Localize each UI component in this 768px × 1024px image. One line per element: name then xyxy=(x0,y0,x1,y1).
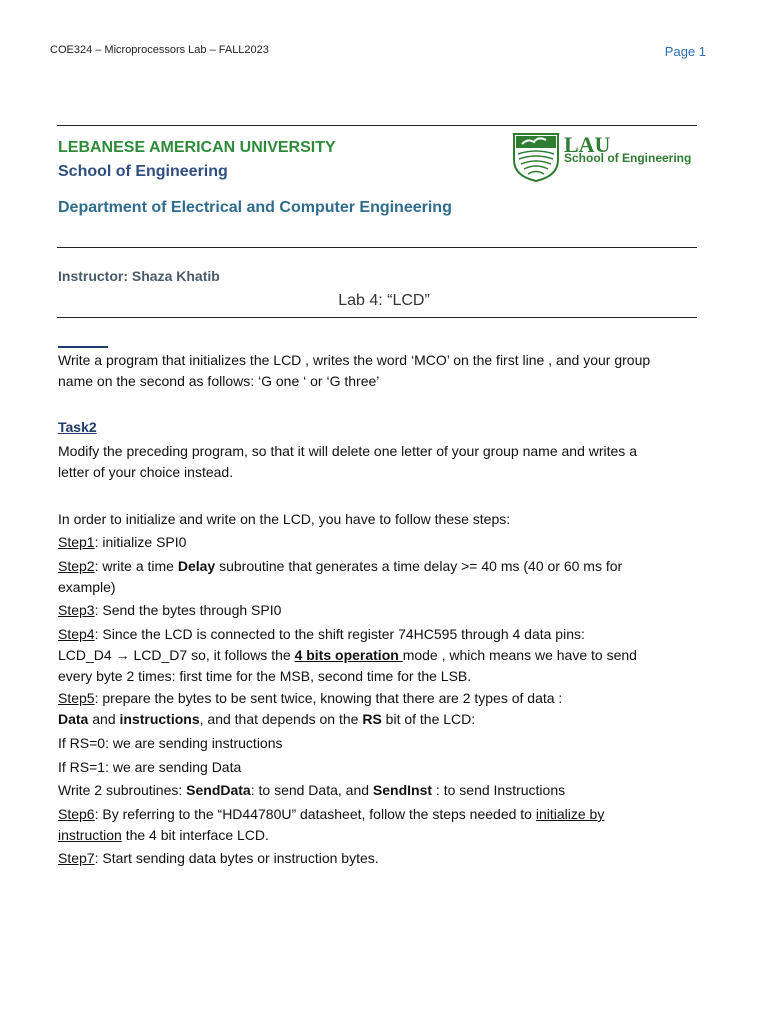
lab-divider xyxy=(57,317,697,318)
course-header: COE324 – Microprocessors Lab – FALL2023 xyxy=(50,44,269,56)
sendinst-keyword: SendInst xyxy=(372,782,433,798)
step4-text-b1: LCD_D4 xyxy=(58,647,116,663)
step6-label: Step6 xyxy=(58,806,95,822)
step4 xyxy=(58,624,718,645)
lab-title: Lab 4: “LCD” xyxy=(338,292,430,309)
rs1-line: If RS=1: we are sending Data xyxy=(58,759,242,775)
step2-cont: example) xyxy=(58,579,116,595)
top-divider xyxy=(57,125,697,126)
lau-emblem-icon xyxy=(512,130,560,182)
step5-text-a: : prepare the bytes to be sent twice, knowing that there are 2 types of data : xyxy=(94,690,563,706)
sub-text-c: : to send Instructions xyxy=(432,782,566,798)
arrow-icon: → xyxy=(115,647,130,663)
step7-label: Step7 xyxy=(58,850,95,866)
school-name: School of Engineering xyxy=(58,163,228,180)
steps-intro: In order to initialize and write on the LCD, you have to follow these steps: xyxy=(58,511,511,527)
instructor: Instructor: Shaza Khatib xyxy=(58,268,220,284)
logo-name: LAU xyxy=(564,132,611,157)
sub-text-b: : to send Data, and xyxy=(250,782,373,798)
lau-logo xyxy=(512,130,702,185)
step5 xyxy=(58,688,718,709)
task1-underline xyxy=(58,346,108,348)
step6-text-a: : By referring to the “HD44780U” datasheet, follow the steps needed to xyxy=(94,806,536,822)
step5-depends: , and that depends on the xyxy=(199,711,363,727)
task2-text-line1: Modify the preceding program, so that it will delete one letter of your group name and writes a xyxy=(58,443,637,459)
step2-text-b: subroutine that generates a time delay >= 40 ms (40 or 60 ms for xyxy=(215,558,623,574)
step5-line2 xyxy=(58,709,718,730)
step5-and: and xyxy=(88,711,120,727)
step7-text: : Start sending data bytes or instruction bytes. xyxy=(94,850,379,866)
step6-text-b: the 4 bit interface LCD. xyxy=(121,827,269,843)
step4-text-b2: LCD_D7 so, it follows the xyxy=(129,647,295,663)
step6 xyxy=(58,804,718,825)
data-keyword: Data xyxy=(58,711,89,727)
step4-text-b3: mode , which means we have to send xyxy=(402,647,637,663)
step2-text-a: : write a time xyxy=(94,558,178,574)
department-name: Department of Electrical and Computer Engineering xyxy=(58,199,452,216)
instructions-keyword: instructions xyxy=(119,711,200,727)
step2 xyxy=(58,556,718,577)
rs0-line: If RS=0: we are sending instructions xyxy=(58,735,283,751)
instruction-underlined: instruction xyxy=(58,827,122,843)
step1 xyxy=(58,532,718,553)
task1-text-line2: name on the second as follows: ‘G one ‘ or ‘G three’ xyxy=(58,373,380,389)
step3-label: Step3 xyxy=(58,602,95,618)
logo-subtitle: School of Engineering xyxy=(564,151,692,165)
delay-keyword: Delay xyxy=(177,558,216,574)
senddata-keyword: SendData xyxy=(186,782,251,798)
sub-text-a: Write 2 subroutines: xyxy=(58,782,187,798)
middle-divider xyxy=(57,247,697,248)
step4-text-a: : Since the LCD is connected to the shift register 74HC595 through 4 data pins: xyxy=(94,626,585,642)
step6-line2 xyxy=(58,825,718,846)
step3 xyxy=(58,600,718,621)
step4-line2 xyxy=(58,645,718,666)
step1-label: Step1 xyxy=(58,534,95,550)
page-number: Page 1 xyxy=(664,44,706,59)
step3-text: : Send the bytes through SPI0 xyxy=(94,602,282,618)
step5-bit: bit of the LCD: xyxy=(381,711,476,727)
step4-line3: every byte 2 times: first time for the MSB, second time for the LSB. xyxy=(58,668,472,684)
step2-label: Step2 xyxy=(58,558,95,574)
task2-title: Task2 xyxy=(58,419,97,435)
task2-text-line2: letter of your choice instead. xyxy=(58,464,234,480)
subroutines-line xyxy=(58,780,718,801)
four-bit-operation: 4 bits operation xyxy=(294,647,403,663)
initialize-by: initialize by xyxy=(535,806,605,822)
step7 xyxy=(58,848,718,869)
step1-text: : initialize SPI0 xyxy=(94,534,187,550)
task1-text-line1: Write a program that initializes the LCD , writes the word ‘MCO’ on the first line , and your group xyxy=(58,352,651,368)
university-name: LEBANESE AMERICAN UNIVERSITY xyxy=(58,139,336,156)
step5-label: Step5 xyxy=(58,690,95,706)
step4-label: Step4 xyxy=(58,626,95,642)
rs-keyword: RS xyxy=(362,711,382,727)
